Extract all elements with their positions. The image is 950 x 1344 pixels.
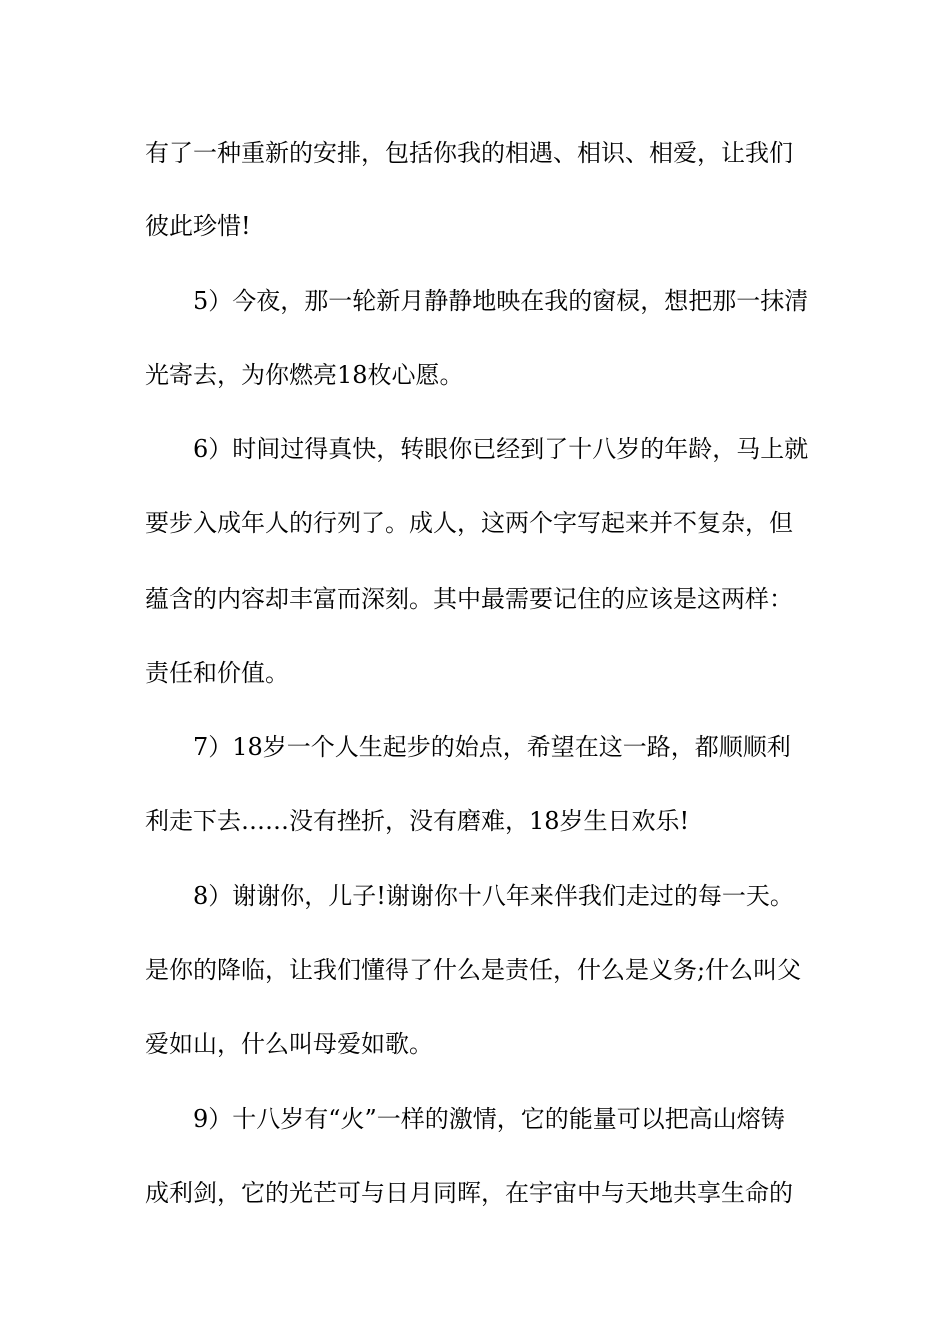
- text-line: 有了一种重新的安排，包括你我的相遇、相识、相爱，让我们: [145, 139, 793, 167]
- text-line: 成利剑，它的光芒可与日月同晖，在宇宙中与天地共享生命的: [145, 1179, 793, 1207]
- text-line: 利走下去……没有挫折，没有磨难，18岁生日欢乐!: [145, 807, 690, 835]
- text-line: 蕴含的内容却丰富而深刻。其中最需要记住的应该是这两样：: [145, 585, 793, 613]
- paragraph-9-start: 9）十八岁有“火”一样的激情，它的能量可以把高山熔铸: [193, 1105, 785, 1133]
- text-line: 爱如山，什么叫母爱如歌。: [145, 1030, 433, 1058]
- text-line: 是你的降临，让我们懂得了什么是责任，什么是义务;什么叫父: [145, 956, 802, 984]
- paragraph-8-start: 8）谢谢你，儿子!谢谢你十八年来伴我们走过的每一天。: [193, 882, 794, 910]
- paragraph-5-start: 5）今夜，那一轮新月静静地映在我的窗棂，想把那一抹清: [193, 287, 809, 315]
- paragraph-7-start: 7）18岁一个人生起步的始点，希望在这一路，都顺顺利: [193, 733, 791, 761]
- text-line: 彼此珍惜!: [145, 212, 251, 240]
- text-line: 责任和价值。: [145, 659, 289, 687]
- text-line: 要步入成年人的行列了。成人，这两个字写起来并不复杂，但: [145, 509, 793, 537]
- paragraph-6-start: 6）时间过得真快，转眼你已经到了十八岁的年龄，马上就: [193, 435, 809, 463]
- text-line: 光寄去，为你燃亮18枚心愿。: [145, 361, 464, 389]
